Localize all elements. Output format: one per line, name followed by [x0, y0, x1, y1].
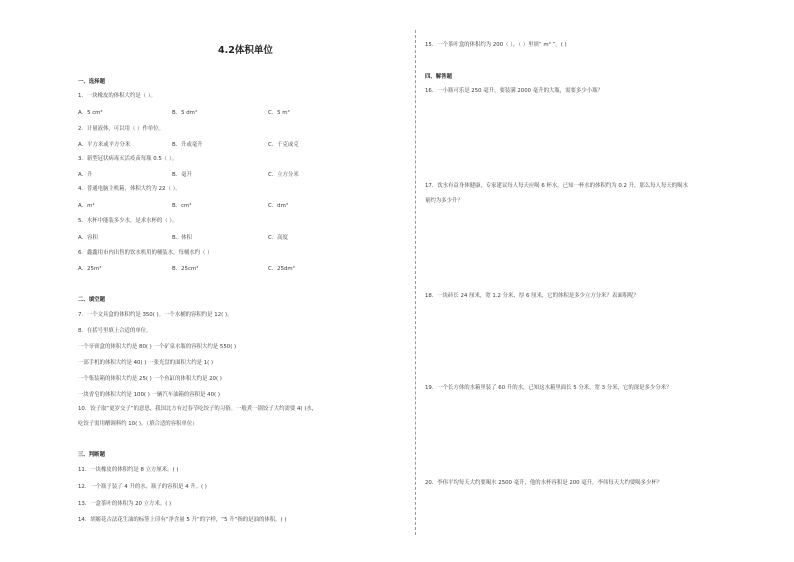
- question-4: 4．普通电脑主机箱，体积大约为 22（ ）。: [78, 186, 181, 192]
- q8-line-4: 一块香皂的体积大约是 100( ) 一辆汽车油箱的容积是 40( ): [78, 392, 220, 398]
- question-12: 12．一个瓶子装了 4 升的水，瓶子的容积是 4 升。( ): [78, 484, 207, 490]
- q8-line-2: 一部手机的体积大约是 40( ) 一张光盘的面积大约是 1( ): [78, 360, 214, 366]
- q5-option-a: A．容积: [78, 235, 98, 241]
- q2-option-b: B．升或毫升: [172, 142, 203, 148]
- q3-option-b: B．毫升: [172, 172, 192, 178]
- column-divider: [415, 30, 416, 535]
- question-11: 11．一块橡皮的体积约是 8 立方厘米。( ): [78, 467, 179, 473]
- question-10-line-1: 10．饺子取“更岁交子”的意思，我国北方有过春节吃饺子的习俗。一般煮一锅饺子大约需要 4( )水，: [78, 406, 318, 412]
- question-3: 3．新型冠状病毒灭活疫苗每瓶 0.5（ ）。: [78, 156, 177, 162]
- q2-option-a: A．平方米或平方分米: [78, 142, 131, 148]
- q1-option-c: C．5 m³: [268, 110, 290, 116]
- q6-option-c: C．25dm³: [268, 266, 295, 272]
- section-judge-heading: 三、判断题: [78, 452, 105, 458]
- q8-line-3: 一个集装箱的体积大约是 25( ) 一个鱼缸的体积大约是 20( ): [78, 376, 222, 382]
- question-2: 2．计量液体，可以用（ ）作单位。: [78, 126, 165, 132]
- question-7: 7．一个文具盒的体积约是 350( )。一个水桶的容积约是 12( )。: [78, 312, 233, 318]
- q2-option-c: C．千克或克: [268, 142, 299, 148]
- q8-line-1: 一个牙膏盒的体积大约是 80( ) 一个矿泉水瓶的容积大约是 550( ): [78, 344, 237, 350]
- question-5: 5．水杯中能装多少水，是求水杯的（ ）。: [78, 218, 178, 224]
- q4-option-c: C．dm³: [268, 203, 288, 209]
- q3-option-a: A．升: [78, 172, 93, 178]
- question-15: 15．一个茶叶盒的体积约为 200（ ），（ ）里填“ m³ ”。( ): [425, 42, 567, 48]
- q1-option-b: B．5 dm³: [172, 110, 198, 116]
- q5-option-c: C．高度: [268, 235, 288, 241]
- question-16: 16．一小瓶可乐是 250 毫升，要装满 2000 毫升的大瓶，需要多少小瓶？: [425, 88, 603, 94]
- question-10-line-2: 吃饺子需用醋调料约 10( )。（填合适的容积单位）: [78, 421, 198, 427]
- question-6: 6．鑫鑫用市内出售的饮水机用的桶装水，每桶水约（ ）: [78, 250, 213, 256]
- question-13: 13．一盒茶叶的体积为 20 立方米。( ): [78, 501, 172, 507]
- question-17-line-2: 量约为多少升？: [425, 198, 463, 204]
- page-title: 4.2体积单位: [218, 45, 273, 56]
- question-1: 1．一块橡皮的体积大约是（ ）。: [78, 93, 156, 99]
- question-19: 19．一个长方体的水箱里装了 60 升的水，已知这水箱里面长 5 分米，宽 3 分米，它的深是多少分米？: [425, 385, 672, 391]
- question-8: 8．在括号里填上合适的单位。: [78, 328, 152, 334]
- q5-option-b: B．体积: [172, 235, 192, 241]
- section-choice-heading: 一、选择题: [78, 79, 105, 85]
- question-20: 20．李伟平均每天大约要喝水 2500 毫升，他的水杯容积是 200 毫升，李伟每天大约要喝多少杯？: [425, 480, 663, 486]
- section-answer-heading: 四、解答题: [425, 74, 452, 80]
- q6-option-a: A．25m³: [78, 266, 102, 272]
- q6-option-b: B．25cm³: [172, 266, 199, 272]
- section-fill-heading: 二、填空题: [78, 297, 105, 303]
- question-14: 14．胡姬花古法花生油的标签上印有“净含量 5 升”的字样，“5 升”指的是油的体积。( ): [78, 517, 287, 523]
- q3-option-c: C．立方分米: [268, 172, 299, 178]
- question-18: 18．一块砖长 24 厘米，宽 1.2 分米，厚 6 厘米，它的体积是多少立方分米？表面积呢？: [425, 293, 639, 299]
- q1-option-a: A．5 cm³: [78, 110, 103, 116]
- q4-option-a: A．m³: [78, 203, 95, 209]
- q4-option-b: B．cm³: [172, 203, 192, 209]
- question-17-line-1: 17．饮水有益身体健康，专家建议每人每天应喝 6 杯水。已知一杯水的体积约为 0.2 升，那么每人每天的喝水: [425, 183, 688, 189]
